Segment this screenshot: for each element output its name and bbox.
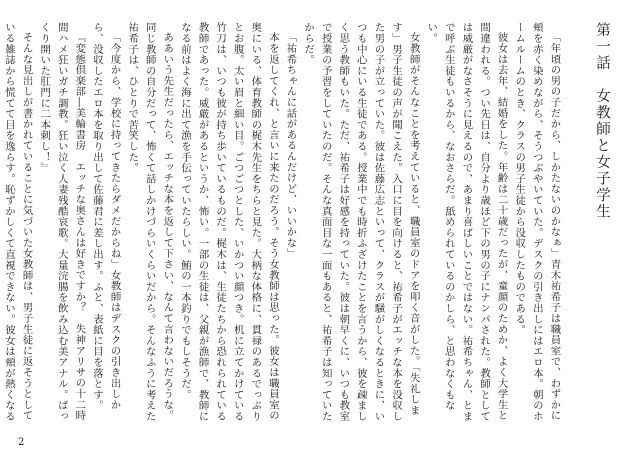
paragraph: 本を返してくれ、と言いに来たのだろう。そう女教師は思った。彼女は職員室の奥にいる、体育教師の梶木先生をちらと見た。大柄な体格に、貫禄のあるでっぷりとお腹。太い眉と細い目。ごつごつとした、いかつい顔つき。机に立てかけている竹刀は、いつも彼が持ち歩いているものだ。梶木は、生徒たちから恐れられている教師であった。威厳があるというか、怖い。一部の生徒は、父親が漁師で、教師になる前はよく海に出て漁を手伝っていたらしい。鮪の一本釣りでもしそうだ。 <box>178 22 279 422</box>
page-number: 2 <box>18 437 25 448</box>
chapter-title: 第一話 女教師と女子学生 <box>594 22 610 220</box>
paragraph: 彼女は去年、結婚をした。年齢は二十歳だったが、童顔のためか、よく大学生と間違われる。つい先日は、自分より歳ほど下の男の子にナンパされた。教師としては威厳がなさそうに見えるので、あまり喜ばしいことではない。祐希ちゃん、とまで呼ぶ生徒もいるから、なおさらだ。舐められているのかしら、と思わなくもない。 <box>425 22 508 422</box>
paragraph: 「祐希ちゃんに話があるんだけど、いいかな」 <box>284 32 297 260</box>
paragraph: ああいう先生だったら、エッチな本を返して下さい、なんて言わないだろうな。同じ教師の自分だって、怖くて話しかけづらいくらいだから。そんなふうに考えた祐希子は、ひとりで苦笑した。 <box>126 22 174 422</box>
paragraph: 「年頃の男の子だから、しかたないのかなぁ」青木祐希子は職員室で、わずかに頬を赤く染めながら、そうつぶやいていた。デスクの引き出しにはエロ本。朝のホームルームのとき、クラスの男子生徒から没収したものである。 <box>513 22 561 422</box>
paragraph: 「今度から、学校に持ってきたらダメだからね」女教師はデスクの引き出しから、没収したエロ本を取り出して佐藤君に差し出す。ふと、表紙に目を落とす。 <box>90 22 121 411</box>
paragraph: 女教師がそんなことを考えていると、職員室のドアを叩く音がした。「失礼します」男子生徒の声が聞こえた。入口に目を向けると、祐希子がエッチな本を没収した男の子が立っていた。彼は佐藤広志といって、クラスが騒がしくなるときに、いつも中心にいる生徒である。授業中でも時折ふざけたことを言うから、彼を疎ましく思う教師もいた。ただ、祐希子は好感を持っていた。彼は朝早くに、いつも教室で授業の予習をしていたのだ。そんな真面目な一面もあると、祐希子は知っていたからだ。 <box>302 22 420 422</box>
vertical-text-block <box>3 22 610 422</box>
paragraph: 『変態倶楽部―美輪書房 エッチな奥さんは好きですか？ 失神アリサの十二時間ハメ狂いガチ調教。狂い泣く人妻残酷哀歌。大量浣腸を飲み込む美アナル。ぱっくり開いた肛門に二本刺し！』 <box>38 22 86 422</box>
paragraph: そんな見出しが書かれていることに気づいた女教師は、男子生徒に返そうとしている雑誌から慌てて目を逸らす。恥ずかしくて直視できない。彼女は頬が熱くなる <box>3 22 33 422</box>
